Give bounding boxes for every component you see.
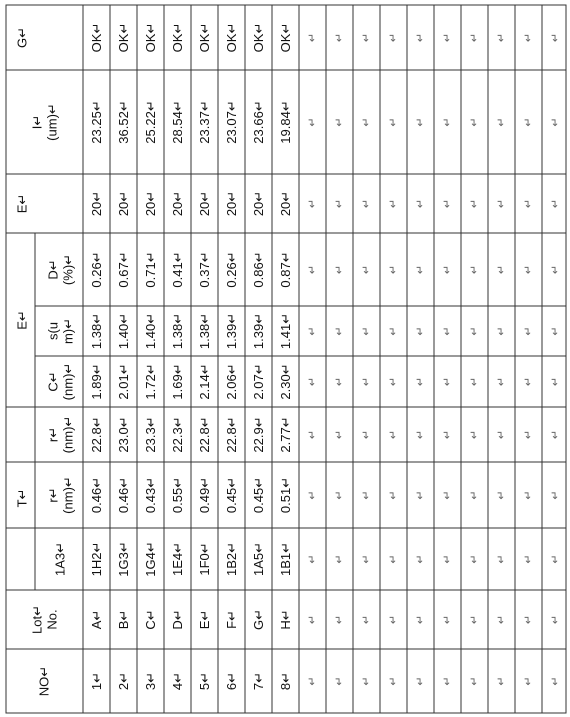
empty-cell-mark: ↵ bbox=[387, 490, 400, 500]
data-cell: 0.46↵ bbox=[89, 476, 104, 514]
empty-cell-mark: ↵ bbox=[333, 429, 346, 440]
data-cell: 23.3↵ bbox=[143, 416, 158, 453]
empty-cell-mark: ↵ bbox=[306, 32, 319, 43]
empty-cell-mark: ↵ bbox=[441, 117, 454, 127]
empty-cell-mark: ↵ bbox=[414, 117, 427, 127]
data-cell: 23.37↵ bbox=[197, 100, 212, 144]
empty-cell-mark: ↵ bbox=[468, 676, 481, 686]
empty-cell-mark: ↵ bbox=[495, 32, 508, 43]
empty-cell-mark: ↵ bbox=[333, 676, 346, 686]
empty-cell-mark: ↵ bbox=[441, 376, 454, 387]
empty-cell-mark: ↵ bbox=[414, 490, 427, 500]
empty-cell-mark: ↵ bbox=[522, 117, 535, 127]
row-number: 3↵ bbox=[143, 671, 158, 691]
empty-cell-mark: ↵ bbox=[333, 326, 346, 336]
data-cell: 20↵ bbox=[224, 190, 239, 217]
empty-cell-mark: ↵ bbox=[414, 429, 427, 440]
empty-cell-mark: ↵ bbox=[360, 32, 373, 43]
data-cell: 1A5↵ bbox=[251, 541, 266, 577]
data-cell: 22.8↵ bbox=[89, 416, 104, 453]
lot-cell: E↵ bbox=[197, 609, 212, 630]
empty-cell-mark: ↵ bbox=[306, 614, 319, 625]
data-cell: 0.67↵ bbox=[116, 251, 131, 288]
data-cell: 1.38↵ bbox=[197, 312, 212, 350]
empty-cell-mark: ↵ bbox=[441, 429, 454, 440]
row-number: 2↵ bbox=[116, 671, 131, 691]
header-t-group: T↵ bbox=[14, 488, 30, 508]
data-cell: 36.52↵ bbox=[116, 100, 131, 144]
data-cell: 1G4↵ bbox=[143, 541, 158, 577]
empty-cell-mark: ↵ bbox=[468, 198, 481, 209]
row-number: 6↵ bbox=[224, 671, 239, 691]
empty-cell-mark: ↵ bbox=[522, 490, 535, 500]
empty-cell-mark: ↵ bbox=[441, 676, 454, 686]
data-cell: 2.77↵ bbox=[278, 416, 293, 453]
data-cell: 1.38↵ bbox=[170, 312, 185, 350]
data-cell: 0.45↵ bbox=[224, 476, 239, 514]
empty-cell-mark: ↵ bbox=[387, 198, 400, 209]
empty-cell-mark: ↵ bbox=[414, 614, 427, 625]
data-cell: OK↵ bbox=[251, 22, 266, 53]
empty-cell-mark: ↵ bbox=[441, 32, 454, 43]
data-cell: OK↵ bbox=[143, 22, 158, 53]
data-cell: 1.69↵ bbox=[170, 363, 185, 400]
empty-cell-mark: ↵ bbox=[522, 326, 535, 336]
empty-cell-mark: ↵ bbox=[495, 326, 508, 336]
empty-cell-mark: ↵ bbox=[441, 326, 454, 336]
data-cell: OK↵ bbox=[224, 22, 239, 53]
header-r1: r↵(nm)↵ bbox=[45, 476, 76, 514]
data-cell: 20↵ bbox=[251, 190, 266, 217]
data-cell: 20↵ bbox=[116, 190, 131, 217]
empty-cell-mark: ↵ bbox=[306, 117, 319, 127]
empty-cell-mark: ↵ bbox=[495, 490, 508, 500]
data-cell: 1G3↵ bbox=[116, 541, 131, 577]
empty-cell-mark: ↵ bbox=[333, 117, 346, 127]
data-cell: 1F0↵ bbox=[197, 542, 212, 576]
row-number: 1↵ bbox=[89, 671, 104, 691]
empty-cell-mark: ↵ bbox=[468, 490, 481, 500]
row-number: 8↵ bbox=[278, 671, 293, 691]
data-cell: 0.86↵ bbox=[251, 251, 266, 288]
empty-cell-mark: ↵ bbox=[468, 326, 481, 336]
data-cell: 23.07↵ bbox=[224, 100, 239, 144]
data-cell: 25.22↵ bbox=[143, 100, 158, 144]
data-cell: 20↵ bbox=[170, 190, 185, 217]
empty-cell-mark: ↵ bbox=[549, 429, 562, 440]
data-cell: OK↵ bbox=[278, 22, 293, 53]
empty-cell-mark: ↵ bbox=[306, 198, 319, 209]
empty-cell-mark: ↵ bbox=[387, 264, 400, 275]
data-cell: 22.9↵ bbox=[251, 416, 266, 453]
data-cell: 1.41↵ bbox=[278, 312, 293, 350]
empty-cell-mark: ↵ bbox=[468, 554, 481, 564]
lot-cell: G↵ bbox=[251, 608, 266, 631]
empty-cell-mark: ↵ bbox=[522, 376, 535, 387]
empty-cell-mark: ↵ bbox=[495, 198, 508, 209]
data-cell: 0.46↵ bbox=[116, 476, 131, 514]
empty-cell-mark: ↵ bbox=[387, 554, 400, 564]
empty-cell-mark: ↵ bbox=[306, 326, 319, 336]
data-cell: 1.40↵ bbox=[116, 312, 131, 350]
empty-cell-mark: ↵ bbox=[333, 554, 346, 564]
data-cell: 0.26↵ bbox=[224, 251, 239, 288]
data-cell: 1B1↵ bbox=[278, 541, 293, 577]
row-number: 5↵ bbox=[197, 671, 212, 691]
empty-cell-mark: ↵ bbox=[360, 429, 373, 440]
header-i: I↵(um)↵ bbox=[29, 103, 60, 141]
header-r2: r↵(nm)↵ bbox=[45, 415, 76, 454]
empty-cell-mark: ↵ bbox=[549, 117, 562, 127]
empty-cell-mark: ↵ bbox=[414, 264, 427, 275]
empty-cell-mark: ↵ bbox=[414, 32, 427, 43]
data-cell: 23.25↵ bbox=[89, 100, 104, 144]
empty-cell-mark: ↵ bbox=[495, 376, 508, 387]
data-cell: 1.40↵ bbox=[143, 312, 158, 350]
header-lot: Lot↵No. bbox=[29, 605, 60, 634]
data-cell: 0.43↵ bbox=[143, 476, 158, 514]
empty-cell-mark: ↵ bbox=[549, 32, 562, 43]
empty-cell-mark: ↵ bbox=[549, 490, 562, 500]
empty-cell-mark: ↵ bbox=[333, 490, 346, 500]
data-cell: 2.14↵ bbox=[197, 363, 212, 400]
empty-cell-mark: ↵ bbox=[441, 614, 454, 625]
empty-cell-mark: ↵ bbox=[495, 264, 508, 275]
data-cell: 2.01↵ bbox=[116, 363, 131, 400]
data-cell: 23.0↵ bbox=[116, 416, 131, 453]
empty-cell-mark: ↵ bbox=[414, 376, 427, 387]
empty-cell-mark: ↵ bbox=[468, 117, 481, 127]
header-c: C↵(nm)↵ bbox=[45, 362, 76, 401]
data-cell: 20↵ bbox=[89, 190, 104, 217]
data-cell: 20↵ bbox=[278, 190, 293, 217]
data-cell: 2.30↵ bbox=[278, 363, 293, 400]
empty-cell-mark: ↵ bbox=[387, 376, 400, 387]
data-cell: 1.89↵ bbox=[89, 363, 104, 400]
empty-cell-mark: ↵ bbox=[549, 614, 562, 625]
empty-cell-mark: ↵ bbox=[414, 326, 427, 336]
header-g: G↵ bbox=[14, 26, 30, 49]
empty-cell-mark: ↵ bbox=[387, 676, 400, 686]
data-cell: 1.38↵ bbox=[89, 312, 104, 350]
empty-cell-mark: ↵ bbox=[495, 676, 508, 686]
empty-cell-mark: ↵ bbox=[387, 326, 400, 336]
empty-cell-mark: ↵ bbox=[360, 264, 373, 275]
empty-cell-mark: ↵ bbox=[306, 554, 319, 564]
header-s: s(um)↵ bbox=[45, 317, 76, 345]
data-cell: 0.71↵ bbox=[143, 251, 158, 288]
empty-cell-mark: ↵ bbox=[522, 32, 535, 43]
data-cell: 2.07↵ bbox=[251, 363, 266, 400]
empty-cell-mark: ↵ bbox=[549, 326, 562, 336]
empty-cell-mark: ↵ bbox=[495, 614, 508, 625]
data-cell: 22.8↵ bbox=[197, 416, 212, 453]
data-cell: 0.26↵ bbox=[89, 251, 104, 288]
empty-cell-mark: ↵ bbox=[549, 554, 562, 564]
data-cell: 20↵ bbox=[197, 190, 212, 217]
header-no: NO↵ bbox=[36, 665, 52, 697]
data-cell: 2.06↵ bbox=[224, 363, 239, 400]
empty-cell-mark: ↵ bbox=[522, 676, 535, 686]
data-cell: 23.66↵ bbox=[251, 100, 266, 144]
empty-cell-mark: ↵ bbox=[495, 117, 508, 127]
lot-cell: B↵ bbox=[116, 609, 131, 630]
data-cell: OK↵ bbox=[116, 22, 131, 53]
empty-cell-mark: ↵ bbox=[387, 117, 400, 127]
data-cell: 28.54↵ bbox=[170, 100, 185, 144]
empty-cell-mark: ↵ bbox=[360, 554, 373, 564]
data-cell: 19.84↵ bbox=[278, 100, 293, 144]
empty-cell-mark: ↵ bbox=[306, 490, 319, 500]
row-number: 7↵ bbox=[251, 671, 266, 691]
empty-cell-mark: ↵ bbox=[333, 376, 346, 387]
data-cell: 0.55↵ bbox=[170, 476, 185, 514]
empty-cell-mark: ↵ bbox=[360, 198, 373, 209]
empty-cell-mark: ↵ bbox=[495, 429, 508, 440]
header-d: D↵(%)↵ bbox=[45, 253, 76, 286]
row-number: 4↵ bbox=[170, 671, 185, 691]
lot-cell: D↵ bbox=[170, 609, 185, 630]
data-cell: 0.87↵ bbox=[278, 251, 293, 288]
empty-cell-mark: ↵ bbox=[549, 676, 562, 686]
data-cell: 1B2↵ bbox=[224, 541, 239, 577]
empty-cell-mark: ↵ bbox=[468, 429, 481, 440]
empty-cell-mark: ↵ bbox=[441, 490, 454, 500]
data-cell: OK↵ bbox=[197, 22, 212, 53]
data-cell: 1E4↵ bbox=[170, 541, 185, 577]
empty-cell-mark: ↵ bbox=[387, 429, 400, 440]
empty-cell-mark: ↵ bbox=[549, 264, 562, 275]
empty-cell-mark: ↵ bbox=[414, 676, 427, 686]
empty-cell-mark: ↵ bbox=[306, 264, 319, 275]
empty-cell-mark: ↵ bbox=[495, 554, 508, 564]
empty-cell-mark: ↵ bbox=[360, 490, 373, 500]
empty-cell-mark: ↵ bbox=[522, 554, 535, 564]
empty-cell-mark: ↵ bbox=[441, 554, 454, 564]
empty-cell-mark: ↵ bbox=[360, 117, 373, 127]
data-cell: 0.45↵ bbox=[251, 476, 266, 514]
empty-cell-mark: ↵ bbox=[414, 554, 427, 564]
data-cell: 1.72↵ bbox=[143, 363, 158, 400]
empty-cell-mark: ↵ bbox=[549, 198, 562, 209]
empty-cell-mark: ↵ bbox=[387, 32, 400, 43]
data-cell: 1H2↵ bbox=[89, 541, 104, 577]
data-cell: 0.41↵ bbox=[170, 251, 185, 288]
empty-cell-mark: ↵ bbox=[333, 32, 346, 43]
empty-cell-mark: ↵ bbox=[468, 614, 481, 625]
empty-cell-mark: ↵ bbox=[522, 429, 535, 440]
empty-cell-mark: ↵ bbox=[549, 376, 562, 387]
data-cell: 1.39↵ bbox=[224, 312, 239, 350]
data-cell: 0.49↵ bbox=[197, 476, 212, 514]
empty-cell-mark: ↵ bbox=[360, 614, 373, 625]
lot-cell: F↵ bbox=[224, 610, 239, 629]
empty-cell-mark: ↵ bbox=[522, 614, 535, 625]
data-cell: 20↵ bbox=[143, 190, 158, 217]
empty-cell-mark: ↵ bbox=[333, 198, 346, 209]
empty-cell-mark: ↵ bbox=[441, 198, 454, 209]
empty-cell-mark: ↵ bbox=[468, 376, 481, 387]
empty-cell-mark: ↵ bbox=[306, 676, 319, 686]
empty-cell-mark: ↵ bbox=[522, 264, 535, 275]
data-cell: 22.3↵ bbox=[170, 416, 185, 453]
empty-cell-mark: ↵ bbox=[360, 676, 373, 686]
empty-cell-mark: ↵ bbox=[468, 264, 481, 275]
lot-cell: A↵ bbox=[89, 609, 104, 630]
header-e-group: E↵ bbox=[14, 310, 30, 330]
empty-cell-mark: ↵ bbox=[333, 614, 346, 625]
empty-cell-mark: ↵ bbox=[360, 376, 373, 387]
data-cell: 1.39↵ bbox=[251, 312, 266, 350]
empty-cell-mark: ↵ bbox=[414, 198, 427, 209]
data-cell: 0.37↵ bbox=[197, 251, 212, 288]
lot-cell: H↵ bbox=[278, 609, 293, 630]
empty-cell-mark: ↵ bbox=[306, 376, 319, 387]
empty-cell-mark: ↵ bbox=[387, 614, 400, 625]
empty-cell-mark: ↵ bbox=[333, 264, 346, 275]
empty-cell-mark: ↵ bbox=[468, 32, 481, 43]
lot-cell: C↵ bbox=[143, 609, 158, 630]
data-cell: OK↵ bbox=[89, 22, 104, 53]
empty-cell-mark: ↵ bbox=[306, 429, 319, 440]
data-cell: 22.8↵ bbox=[224, 416, 239, 453]
header-1a3: 1A3↵ bbox=[52, 541, 68, 577]
header-e: E↵ bbox=[14, 193, 30, 214]
empty-cell-mark: ↵ bbox=[522, 198, 535, 209]
empty-cell-mark: ↵ bbox=[360, 326, 373, 336]
data-cell: OK↵ bbox=[170, 22, 185, 53]
data-cell: 0.51↵ bbox=[278, 476, 293, 514]
empty-cell-mark: ↵ bbox=[441, 264, 454, 275]
